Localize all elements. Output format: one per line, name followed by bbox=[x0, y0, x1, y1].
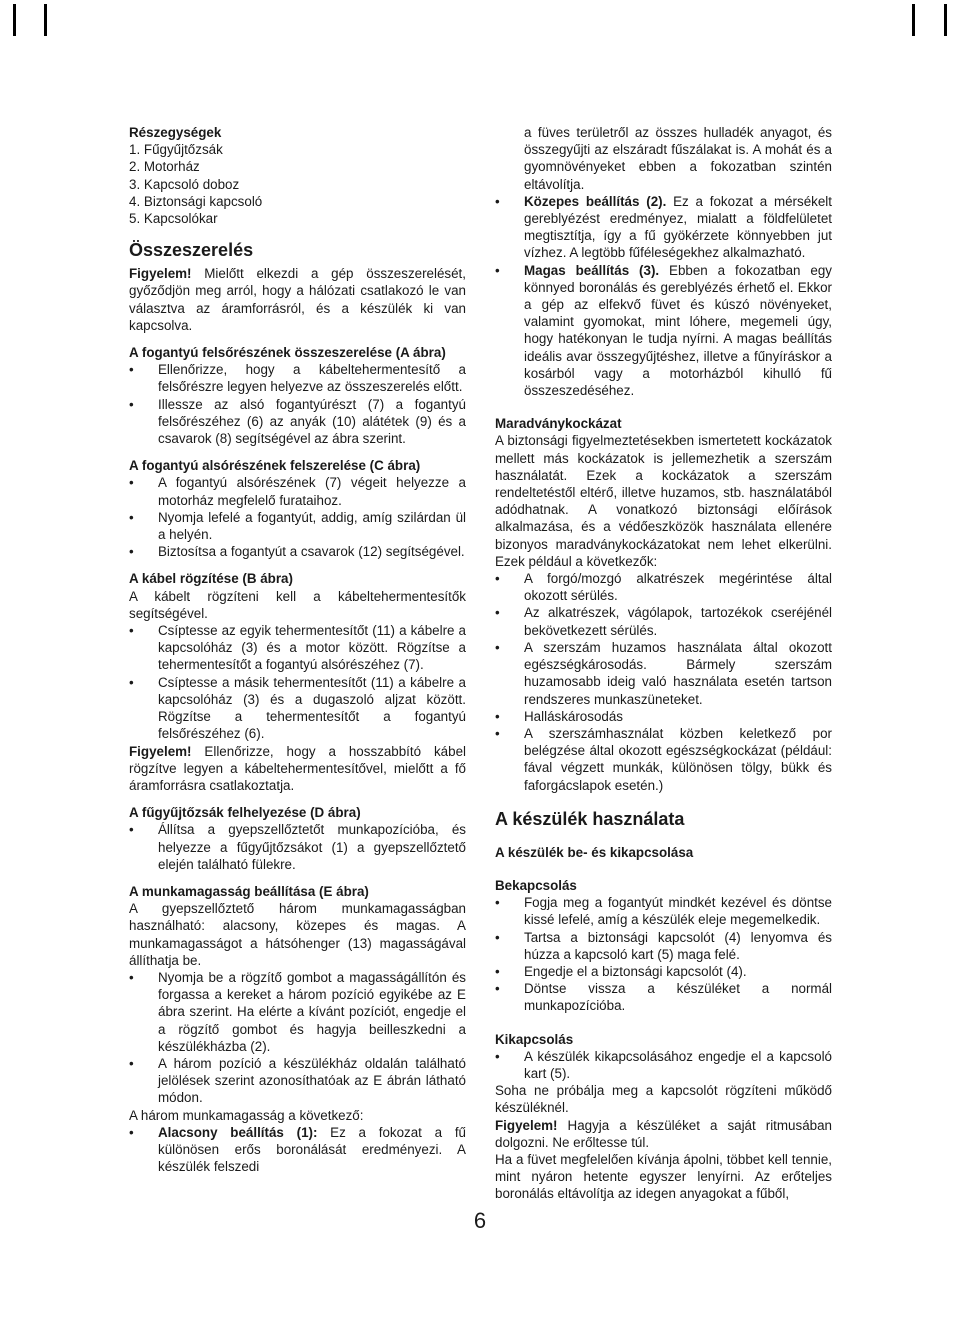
right-column bbox=[495, 124, 832, 1203]
cable-title: A kábel rögzítése (B ábra) bbox=[129, 571, 293, 587]
height-list bbox=[129, 969, 466, 1107]
list-item: 3. Kapcsoló doboz bbox=[129, 176, 240, 192]
list-item: • A szerszám huzamos használata által okozott egészségkárosodás. Bármely szerszám huzamosabb ideig való használata esetén tartson rendszeres munkaszüneteket. bbox=[495, 639, 832, 708]
height-title: A munkamagasság beállítása (E ábra) bbox=[129, 883, 369, 899]
crop-mark bbox=[912, 4, 915, 36]
use-title: A készülék használata bbox=[495, 808, 685, 829]
list-item: 4. Biztonsági kapcsoló bbox=[129, 193, 263, 209]
list-item: • Ellenőrizze, hogy a kábeltehermentesítő a felsőrészre legyen helyezve az összeszerelés előtt. bbox=[129, 361, 466, 395]
off-list bbox=[495, 1048, 832, 1082]
warning-label: Figyelem! bbox=[129, 266, 192, 282]
list-item: 1. Fűgyűjtőzsák bbox=[129, 142, 223, 158]
list-item: • Az alkatrészek, vágólapok, tartozékok cseréjénél bekövetkezett sérülés. bbox=[495, 604, 832, 638]
list-item bbox=[495, 193, 832, 262]
list-item: • Biztosítsa a fogantyút a csavarok (12) segítségével. bbox=[129, 543, 466, 560]
list-item: • A szerszámhasználat közben keletkező por belégzése által okozott egészségkockázat (például: fával végzett munkák, különösen tölgy, bükk és faforgácslapok esetén.) bbox=[495, 725, 832, 794]
low-text: Ez a fokozat a fű különösen erős boronálását eredményezi. A készülék felszedi bbox=[158, 1124, 466, 1175]
risk-title: Maradványkockázat bbox=[495, 416, 622, 432]
list-item-continued: a füves területről az összes hulladék anyagot, és összegyűjti az elszáradt fűszálakat is. A mohát és a gyomnövényeket ebben a fokozatban szintén eltávolítja. bbox=[524, 125, 832, 192]
parts-list bbox=[129, 141, 466, 227]
warning-text: Ellenőrizze, hogy a hosszabbító kábel rögzítve legyen a kábeltehermentesítővel, mielőtt a fő áramforrásra csatlakoztatja. bbox=[129, 743, 466, 793]
high-text: Ebben a fokozatban egy könnyed boronálás és gereblyézés érhető el. Ekkor a gép az elfekvő füvet és kúszó növényeket, valamint gyomokat, mint lóhere, megemeli úgy, hogy hatékonyan le tudja nyírni. A magas beállítás ideális avar összegyűjtéshez, illetve a fűnyíráskor a kosárból vagy a motorházból kihulló fű összeszedéséhez. bbox=[524, 262, 832, 399]
left-column bbox=[129, 124, 466, 1175]
warning-label: Figyelem! bbox=[495, 1117, 558, 1133]
cable-list bbox=[129, 622, 466, 742]
parts-title: Részegységek bbox=[129, 125, 222, 140]
list-item: • Fogja meg a fogantyút mindkét kezével és döntse kissé lefelé, amíg a készülék eleje megemelkedik. bbox=[495, 894, 832, 928]
warning-text: Hagyja a készüléket a saját ritmusában dolgozni. Ne erőltesse túl. bbox=[495, 1117, 832, 1150]
lower-title: A fogantyú alsórészének felszerelése (C ábra) bbox=[129, 458, 421, 474]
warning-text: Mielőtt elkezdi a gép összeszerelését, győződjön meg arról, hogy a hálózati csatlakozó le van választva az áramforrásról, és a készülék ki van kapcsolva. bbox=[129, 266, 466, 333]
height-intro: A gyepszellőztető három munkamagasságban használható: alacsony, közepes és magas. A munkamagasságot a hátsóhenger (13) magasságával állíthatja be. bbox=[129, 901, 466, 968]
three-heights: A három munkamagasság a következő: bbox=[129, 1107, 364, 1123]
list-item: • Illessze az alsó fogantyúrészt (7) a fogantyú felsőrészéhez (6) az anyák (10) alátétek (9) és a csavarok (8) segítségével az ábra szerint. bbox=[129, 396, 466, 448]
list-item: • A forgó/mozgó alkatrészek megérintése által okozott sérülés. bbox=[495, 570, 832, 604]
bag-list bbox=[129, 821, 466, 873]
list-item: • Döntse vissza a készüléket a normál munkapozícióba. bbox=[495, 980, 832, 1014]
list-item: • Halláskárosodás bbox=[495, 708, 832, 725]
heights-cont-list bbox=[495, 124, 832, 399]
list-item: • Nyomja lefelé a fogantyút, addig, amíg szilárdan ül a helyén. bbox=[129, 509, 466, 543]
on-list bbox=[495, 894, 832, 1014]
page-number: 6 bbox=[473, 1208, 487, 1233]
off-note: Soha ne próbálja meg a kapcsolót rögzíteni működő készüléknél. bbox=[495, 1083, 832, 1116]
cable-intro: A kábelt rögzíteni kell a kábeltehermentesítők segítségével. bbox=[129, 588, 466, 621]
mid-text: Ez a fokozat a mérsékelt gereblyézést eredményez, mialatt a földfelületet megtisztítja, így a fű gyökérzete könnyebben jut vízhez. A legtöbb fűféleségekhez alkalmazható. bbox=[524, 193, 833, 261]
final-warning bbox=[495, 1117, 832, 1151]
high-label: Magas beállítás (3). bbox=[524, 262, 660, 278]
list-item: • Csíptesse az egyik tehermentesítőt (11) a kábelre a kapcsolóház (3) és a motor között. Rögzítse a tehermentesítőt a fogantyú alsórészéhez (7). bbox=[129, 622, 466, 674]
list-item: • A három pozíció a készülékház oldalán található jelölések szerint azonosíthatóak az E ábrán látható módon. bbox=[129, 1055, 466, 1107]
list-item: 2. Motorház bbox=[129, 159, 200, 175]
bag-title: A fűgyűjtőzsák felhelyezése (D ábra) bbox=[129, 805, 361, 821]
crop-mark bbox=[13, 4, 16, 36]
crop-mark bbox=[44, 4, 47, 36]
list-item: • A fogantyú alsórészének (7) végeit helyezze a motorház megfelelő furataihoz. bbox=[129, 474, 466, 508]
warning-label: Figyelem! bbox=[129, 743, 192, 759]
list-item bbox=[129, 1124, 466, 1176]
onoff-title: A készülék be- és kikapcsolása bbox=[495, 844, 694, 860]
list-item: • Állítsa a gyepszellőztetőt munkapozícióba, és helyezze a fűgyűjtőzsákot (1) a gyepszellőztető elején található fülekre. bbox=[129, 821, 466, 873]
off-title: Kikapcsolás bbox=[495, 1031, 574, 1047]
mid-label: Közepes beállítás (2). bbox=[524, 193, 667, 209]
list-item: 5. Kapcsolókar bbox=[129, 211, 218, 227]
on-title: Bekapcsolás bbox=[495, 877, 577, 893]
low-list bbox=[129, 1124, 466, 1176]
crop-mark bbox=[944, 4, 947, 36]
risk-text: A biztonsági figyelmeztetésekben ismertetett kockázatok mellett más kockázatok is jellemezhetik a szerszám használatát. Ezek a kockázatok a szerszám rendeltetéstől eltérő, illetve huzamos, stb. használatából adódhatnak. A vonatkozó biztonsági előírások alkalmazása, és a védőeszközök használata ellenére bizonyos maradványkockázatokat nem lehet elkerülni. Ezek például a következők: bbox=[495, 433, 832, 569]
list-item: • A készülék kikapcsolásához engedje el a kapcsoló kart (5). bbox=[495, 1048, 832, 1082]
list-item: • Tartsa a biztonsági kapcsolót (4) lenyomva és húzza a kapcsoló kart (5) maga felé. bbox=[495, 929, 832, 963]
warning-paragraph bbox=[129, 265, 466, 334]
list-item bbox=[495, 262, 832, 400]
upper-list bbox=[129, 361, 466, 447]
list-item: • Engedje el a biztonsági kapcsolót (4). bbox=[495, 963, 832, 980]
final-text: Ha a füvet megfelelően kívánja ápolni, többet kell tennie, mint nyáron hetente egyszer lenyírni. Az erőteljes boronálás eltávolítja az idegen anyagokat a fűből, bbox=[495, 1151, 832, 1202]
assembly-title: Összeszerelés bbox=[129, 240, 254, 261]
list-item: • Csíptesse a másik tehermentesítőt (11) a kábelre a kapcsolóház (3) és a dugaszoló aljzat között. Rögzítse a tehermentesítőt a fogantyú felsőrészéhez (6). bbox=[129, 674, 466, 743]
risk-list bbox=[495, 570, 832, 794]
low-label: Alacsony beállítás (1): bbox=[158, 1124, 318, 1140]
cable-warning bbox=[129, 743, 466, 795]
upper-title: A fogantyú felsőrészének összeszerelése (A ábra) bbox=[129, 345, 446, 361]
list-item: • Nyomja be a rögzítő gombot a magasságállítón és forgassa a kereket a három pozíció egyikébe az E ábra szerint. Ha elérte a kívánt pozíciót, engedje el a rögzítő gombot és hagyja beilleszkedni a készülékházba (2). bbox=[129, 969, 466, 1055]
lower-list bbox=[129, 474, 466, 560]
